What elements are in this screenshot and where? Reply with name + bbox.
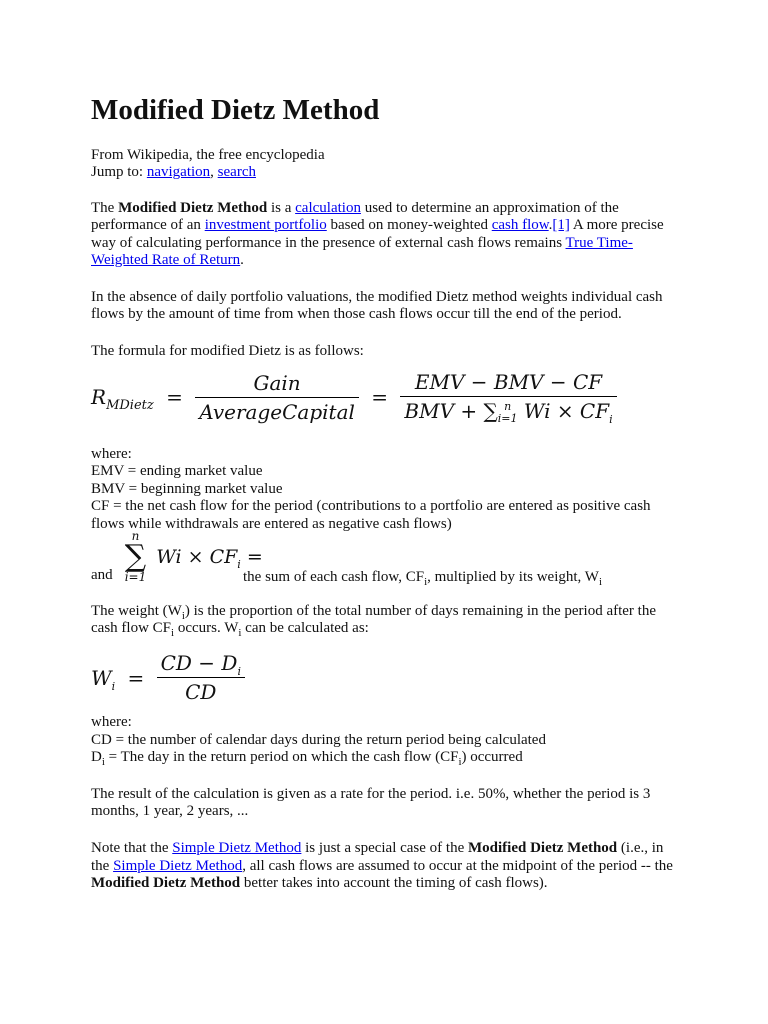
equals: = xyxy=(166,385,183,410)
formula-lhs xyxy=(91,385,154,414)
sum-upper: n xyxy=(131,529,140,543)
sum-lower: i=1 xyxy=(497,411,518,425)
cd-def: CD = the number of calendar days during the return period being calculated xyxy=(91,732,546,748)
page-title: Modified Dietz Method xyxy=(91,94,380,126)
para2-line1: In the absence of daily portfolio valuations, the modified Dietz method weights individual cash xyxy=(91,289,663,305)
para2-line2: flows by the amount of time from when those cash flows occur till the end of the period. xyxy=(91,306,622,322)
text: , all cash flows are assumed to occur at the midpoint of the period -- the xyxy=(242,858,673,874)
sub: i xyxy=(181,610,185,622)
text: based on money-weighted xyxy=(326,217,492,233)
lhs-sub: MDietz xyxy=(106,398,154,414)
sum-limits xyxy=(498,401,518,425)
emv-def: EMV = ending market value xyxy=(91,463,263,479)
term-bold: Modified Dietz Method xyxy=(118,200,268,216)
text: . xyxy=(548,217,553,233)
weight-line1 xyxy=(91,603,656,621)
expr: Wi × CF xyxy=(156,546,238,568)
jump-prefix: Jump to: xyxy=(91,164,147,180)
text: occurs. W xyxy=(174,620,239,636)
cf-def-line2: flows while withdrawals are entered as negative cash flows) xyxy=(91,516,452,532)
term-bold: Modified Dietz Method xyxy=(91,875,241,891)
note-line1 xyxy=(91,840,663,858)
para1-line3 xyxy=(91,235,633,253)
where-heading-2: where: xyxy=(91,714,132,730)
text: the xyxy=(91,858,114,874)
sum-symbol: ∑ xyxy=(483,399,498,423)
num-sub: i xyxy=(237,665,241,678)
text: is a xyxy=(267,200,296,216)
search-link[interactable]: search xyxy=(217,164,256,180)
cash-flow-link[interactable]: cash flow xyxy=(491,217,549,233)
fraction-gain xyxy=(195,371,359,424)
sum-block xyxy=(125,530,147,584)
sum-definition xyxy=(91,530,263,584)
w-sub: i xyxy=(111,679,116,693)
sub: i xyxy=(458,756,462,768)
w: W xyxy=(91,665,112,690)
gain-numerator: Gain xyxy=(253,370,301,395)
reference-1-link[interactable]: [1] xyxy=(552,217,570,233)
weight-formula xyxy=(91,651,245,704)
gain-denominator: AverageCapital xyxy=(195,397,359,424)
from-line: From Wikipedia, the free encyclopedia xyxy=(91,147,325,163)
text: used to determine an approximation of the xyxy=(360,200,619,216)
emv-numerator: EMV − BMV − CF xyxy=(414,370,603,394)
sum-expression xyxy=(156,546,263,571)
text: way of calculating performance in the presence of external cash flows remains xyxy=(91,235,566,251)
where-heading-1: where: xyxy=(91,446,132,462)
sub: i xyxy=(101,756,105,768)
text: The xyxy=(91,200,119,216)
true-time-weighted-link-cont[interactable]: Weighted Rate of Return xyxy=(91,252,241,268)
sum-symbol: ∑ xyxy=(124,539,147,574)
note-line2 xyxy=(91,858,673,876)
equals: = xyxy=(127,665,145,690)
sub: i xyxy=(424,576,428,588)
text: . xyxy=(240,252,244,268)
text: ) is the proportion of the total number of days remaining in the period after the xyxy=(184,603,656,619)
w-fraction xyxy=(157,651,245,704)
text: (i.e., in xyxy=(617,840,664,856)
den-bmv: BMV + xyxy=(404,399,484,423)
para1-line2 xyxy=(91,217,664,235)
para1-line4 xyxy=(91,252,244,270)
true-time-weighted-link[interactable]: True Time- xyxy=(565,235,633,251)
text: better takes into account the timing of cash flows). xyxy=(240,875,548,891)
simple-dietz-link-2[interactable]: Simple Dietz Method xyxy=(113,858,243,874)
fraction-emv xyxy=(400,370,616,425)
text: cash flow CF xyxy=(91,620,171,636)
result-line1: The result of the calculation is given as a rate for the period. i.e. 50%, whether the period is 3 xyxy=(91,786,651,802)
w-denominator: CD xyxy=(157,677,245,704)
text: A more precise xyxy=(569,217,664,233)
di-def xyxy=(91,749,523,767)
lhs-r: R xyxy=(91,385,107,410)
simple-dietz-link[interactable]: Simple Dietz Method xyxy=(172,840,302,856)
jump-line xyxy=(91,164,256,182)
sub: i xyxy=(171,627,175,639)
navigation-link[interactable]: navigation xyxy=(146,164,211,180)
text: the sum of each cash flow, CF xyxy=(243,569,425,585)
jump-sep: , xyxy=(210,164,218,180)
expr-sub: i xyxy=(237,557,241,571)
sum-upper: n xyxy=(504,399,512,413)
and-word: and xyxy=(91,567,113,583)
modified-dietz-formula xyxy=(91,370,617,425)
sub: i xyxy=(598,576,602,588)
emv-denominator xyxy=(400,396,616,425)
text: performance of an xyxy=(91,217,205,233)
den-sub: i xyxy=(609,413,613,426)
den-wi-cf: Wi × CF xyxy=(517,399,610,423)
text: , multiplied by its weight, W xyxy=(427,569,599,585)
investment-portfolio-link[interactable]: investment portfolio xyxy=(204,217,327,233)
term-bold: Modified Dietz Method xyxy=(468,840,618,856)
calculation-link[interactable]: calculation xyxy=(295,200,361,216)
note-line3 xyxy=(91,875,548,893)
text: D xyxy=(91,749,102,765)
text: is just a special case of the xyxy=(301,840,469,856)
para1-line1 xyxy=(91,200,619,218)
text: ) occurred xyxy=(461,749,523,765)
sub: i xyxy=(238,627,242,639)
text: = The day in the return period on which the cash flow (CF xyxy=(104,749,459,765)
formula-intro: The formula for modified Dietz is as follows: xyxy=(91,343,364,359)
cf-def-line1: CF = the net cash flow for the period (contributions to a portfolio are entered as positive cash xyxy=(91,498,651,514)
sum-lower: i=1 xyxy=(124,570,147,584)
weight-line2 xyxy=(91,620,369,638)
w-lhs xyxy=(91,665,116,693)
text: The weight (W xyxy=(91,603,182,619)
result-line2: months, 1 year, 2 years, ... xyxy=(91,803,249,819)
text: can be calculated as: xyxy=(241,620,369,636)
text: Note that the xyxy=(91,840,173,856)
w-numerator xyxy=(157,651,245,677)
sum-explanation xyxy=(243,569,602,587)
num: CD − D xyxy=(160,651,238,675)
bmv-def: BMV = beginning market value xyxy=(91,481,283,497)
equals: = xyxy=(371,385,389,410)
equals: = xyxy=(240,546,263,568)
